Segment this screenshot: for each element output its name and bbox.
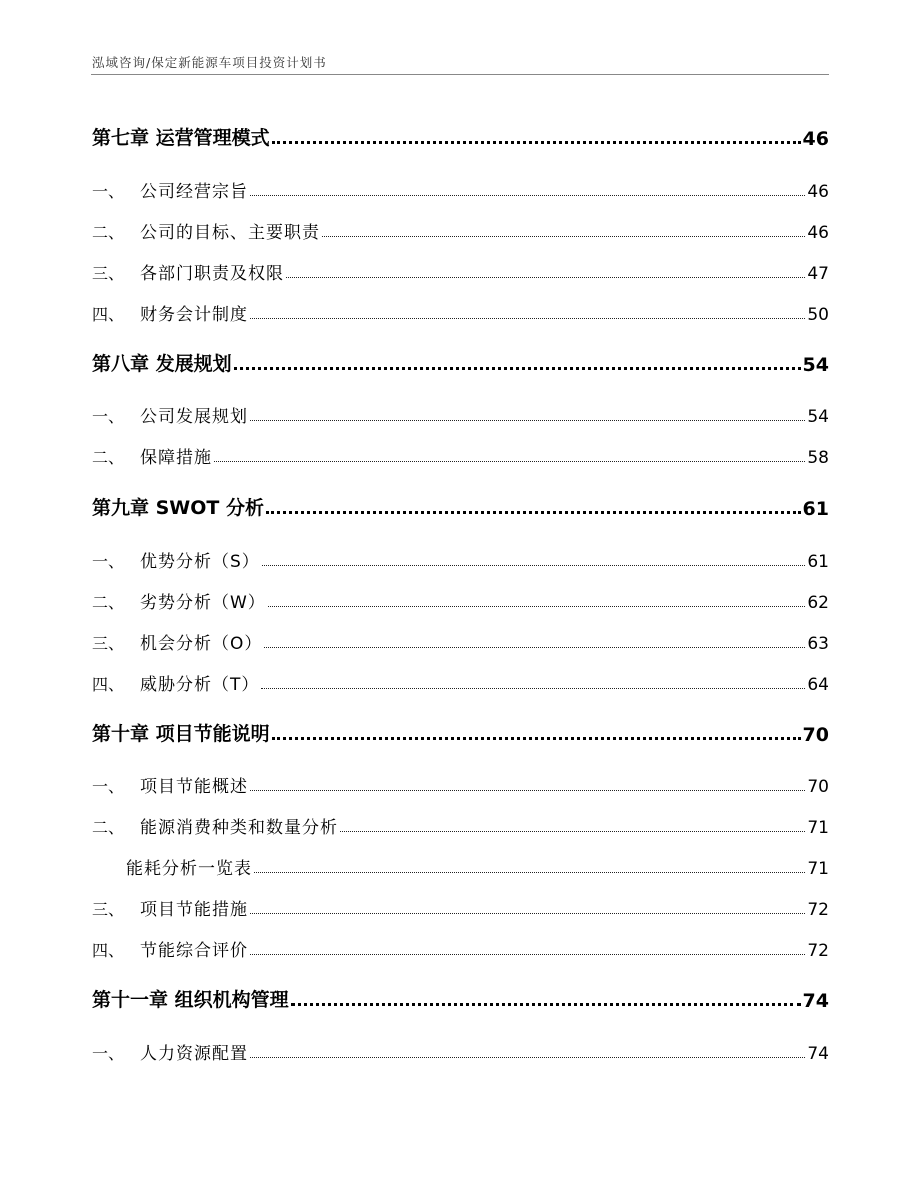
toc-dot-leader	[340, 831, 805, 832]
toc-section-entry[interactable]	[92, 397, 829, 427]
toc-section-entry[interactable]	[92, 254, 829, 284]
toc-page-number: 46	[802, 128, 829, 150]
toc-section-entry[interactable]	[92, 624, 829, 654]
toc-entry-number: 二、	[92, 593, 125, 612]
toc-dot-leader	[250, 318, 805, 319]
toc-page-number: 58	[807, 448, 829, 468]
header-divider	[91, 74, 829, 75]
toc-entry-label: 能源消费种类和数量分析	[140, 818, 338, 838]
toc-dot-leader	[272, 141, 801, 144]
toc-entry-label: 公司经营宗旨	[140, 182, 248, 202]
toc-dot-leader	[250, 1057, 805, 1058]
toc-page-number: 74	[807, 1044, 829, 1064]
toc-entry-label: 项目节能概述	[140, 777, 248, 797]
toc-entry-label: 各部门职责及权限	[140, 264, 284, 284]
toc-page-number: 72	[807, 900, 829, 920]
toc-page-number: 72	[807, 941, 829, 961]
toc-page-number: 74	[802, 990, 829, 1012]
toc-dot-leader	[264, 647, 805, 648]
toc-section-entry[interactable]	[92, 890, 829, 920]
toc-page-number: 70	[807, 777, 829, 797]
toc-section-entry[interactable]	[92, 438, 829, 468]
toc-dot-leader	[214, 461, 805, 462]
toc-dot-leader	[266, 511, 801, 514]
toc-dot-leader	[254, 872, 805, 873]
toc-page-number: 46	[807, 223, 829, 243]
toc-dot-leader	[262, 565, 806, 566]
toc-page-number: 61	[802, 498, 829, 520]
toc-section-entry[interactable]	[92, 808, 829, 838]
toc-entry-number: 四、	[92, 675, 125, 694]
toc-page-number: 63	[807, 634, 829, 654]
toc-chapter-entry[interactable]	[92, 346, 829, 376]
toc-entry-label: 第九章 SWOT 分析	[92, 497, 264, 519]
toc-page-number: 71	[807, 859, 829, 879]
toc-entry-number: 一、	[92, 407, 125, 426]
toc-dot-leader	[272, 737, 801, 740]
toc-dot-leader	[261, 688, 805, 689]
toc-entry-label: 第八章 发展规划	[92, 353, 232, 375]
toc-dot-leader	[234, 367, 801, 370]
toc-page-number: 54	[807, 407, 829, 427]
toc-page-number: 62	[807, 593, 829, 613]
toc-page-number: 50	[807, 305, 829, 325]
toc-section-entry[interactable]	[92, 665, 829, 695]
toc-entry-number: 一、	[92, 182, 125, 201]
toc-dot-leader	[250, 790, 805, 791]
toc-entry-number: 三、	[92, 264, 125, 283]
toc-dot-leader	[250, 420, 805, 421]
toc-entry-number: 一、	[92, 777, 125, 796]
toc-page-number: 70	[802, 724, 829, 746]
toc-entry-label: 节能综合评价	[140, 941, 248, 961]
toc-section-entry[interactable]	[92, 849, 829, 879]
toc-section-entry[interactable]	[92, 583, 829, 613]
toc-dot-leader	[268, 606, 806, 607]
toc-entry-label: 第七章 运营管理模式	[92, 127, 270, 149]
toc-section-entry[interactable]	[92, 172, 829, 202]
toc-entry-number: 一、	[92, 1044, 125, 1063]
toc-entry-label: 项目节能措施	[140, 900, 248, 920]
toc-page-number: 46	[807, 182, 829, 202]
toc-section-entry[interactable]	[92, 1034, 829, 1064]
toc-entry-label: 优势分析（S）	[140, 552, 260, 572]
toc-page-number: 61	[807, 552, 829, 572]
toc-dot-leader	[250, 954, 805, 955]
toc-entry-number: 二、	[92, 223, 125, 242]
toc-entry-number: 二、	[92, 818, 125, 837]
running-header: 泓域咨询/保定新能源车项目投资计划书	[92, 55, 327, 70]
toc-entry-number: 三、	[92, 900, 125, 919]
toc-dot-leader	[322, 236, 805, 237]
toc-entry-number: 四、	[92, 305, 125, 324]
toc-entry-label: 威胁分析（T）	[140, 675, 260, 695]
toc-section-entry[interactable]	[92, 767, 829, 797]
toc-entry-label: 劣势分析（W）	[140, 593, 266, 613]
toc-section-entry[interactable]	[92, 295, 829, 325]
toc-entry-label: 公司的目标、主要职责	[140, 223, 320, 243]
toc-section-entry[interactable]	[92, 213, 829, 243]
toc-dot-leader	[250, 913, 805, 914]
toc-entry-number: 四、	[92, 941, 125, 960]
toc-entry-label: 第十一章 组织机构管理	[92, 989, 289, 1011]
toc-section-entry[interactable]	[92, 542, 829, 572]
toc-section-entry[interactable]	[92, 931, 829, 961]
toc-entry-label: 保障措施	[140, 448, 212, 468]
toc-entry-label: 公司发展规划	[140, 407, 248, 427]
toc-page-number: 71	[807, 818, 829, 838]
toc-entry-number: 一、	[92, 552, 125, 571]
toc-entry-label: 能耗分析一览表	[126, 859, 252, 879]
toc-entry-label: 机会分析（O）	[140, 634, 263, 654]
toc-entry-number: 三、	[92, 634, 125, 653]
toc-page-number: 47	[807, 264, 829, 284]
toc-chapter-entry[interactable]	[92, 120, 829, 150]
toc-dot-leader	[250, 195, 805, 196]
toc-dot-leader	[286, 277, 805, 278]
toc-chapter-entry[interactable]	[92, 716, 829, 746]
toc-entry-number: 二、	[92, 448, 125, 467]
toc-entry-label: 第十章 项目节能说明	[92, 723, 270, 745]
toc-chapter-entry[interactable]	[92, 982, 829, 1012]
toc-page-number: 54	[802, 354, 829, 376]
toc-entry-label: 人力资源配置	[140, 1044, 248, 1064]
toc-entry-label: 财务会计制度	[140, 305, 248, 325]
toc-chapter-entry[interactable]	[92, 490, 829, 520]
toc-dot-leader	[291, 1003, 801, 1006]
toc-page-number: 64	[807, 675, 829, 695]
